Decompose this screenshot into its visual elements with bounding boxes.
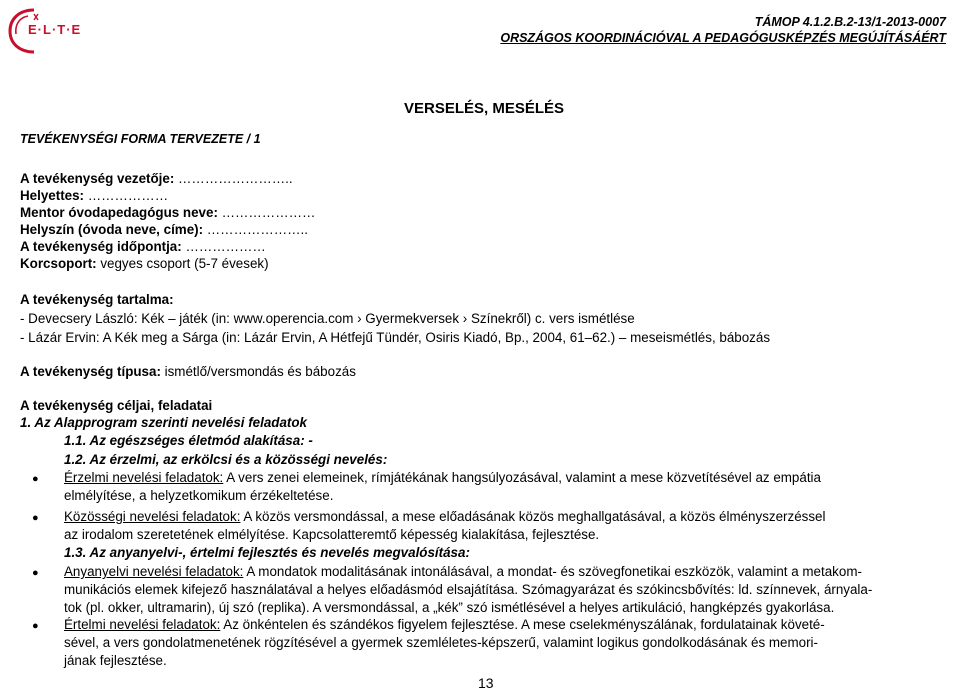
content-line-1: - Devecsery László: Kék – játék (in: www.operencia.com › Gyermekversek › Színekről) c. vers ismétlése [20, 311, 635, 326]
field-value: …………………….. [174, 171, 293, 186]
bullet-icon: ● [32, 567, 39, 579]
goal-1-1: 1.1. Az egészséges életmód alakítása: - [64, 433, 313, 448]
bullet-icon: ● [32, 620, 39, 632]
goal-1-2: 1.2. Az érzelmi, az erkölcsi és a közösségi nevelés: [64, 452, 388, 467]
field-label: A tevékenység időpontja: [20, 239, 182, 254]
content-line-2: - Lázár Ervin: A Kék meg a Sárga (in: Lázár Ervin, A Hétfejű Tündér, Osiris Kiadó, Bp., 2004, 61–62.) – meseismétlés, bábozás [20, 330, 771, 345]
type-value: ismétlő/versmondás és bábozás [160, 364, 356, 379]
activity-type [20, 364, 356, 379]
field-label: Mentor óvodapedagógus neve: [20, 205, 218, 220]
logo-text: E·L·T·E [28, 22, 82, 37]
list-item-line: tok (pl. okker, ultramarin), új szó (replika). A versmondással, a „kék” szó ismétlésével a helyes artikuláció, hangképzés gyakorlása. [64, 600, 835, 615]
list-item-line: munikációs elemek kifejező használatával a helyes előadásmód elsajátítása. Szómagyarázat és szókincsbővítés: ld. színnevek, árnyala- [64, 582, 873, 597]
item-label: Érzelmi nevelési feladatok: [64, 470, 224, 485]
item-label: Közösségi nevelési feladatok: [64, 509, 241, 524]
bullet-icon: ● [32, 512, 39, 524]
page-number: 13 [478, 675, 494, 691]
field-deputy [20, 188, 168, 203]
field-value: ………………… [217, 205, 316, 220]
field-value: vegyes csoport (5-7 évesek) [96, 256, 269, 271]
item-label: Értelmi nevelési feladatok: [64, 617, 221, 632]
item-text: A közös versmondással, a mese előadásának közös meghallgatásával, a közös élményszerzéssel [240, 509, 826, 524]
item-text: A mondatok modalitásának intonálásával, a mondat- és szövegfonetikai eszközök, valamint a metakom- [243, 564, 862, 579]
content-heading: A tevékenység tartalma: [20, 292, 174, 307]
field-label: Korcsoport: [20, 256, 97, 271]
list-item-line: az irodalom szeretetének elmélyítése. Kapcsolatteremtő képesség kialakítása, fejlesztése. [64, 527, 600, 542]
item-text: Az önkéntelen és szándékos figyelem fejlesztése. A mese cselekményszálának, fordulatainak követé- [220, 617, 825, 632]
field-label: Helyettes: [20, 188, 85, 203]
field-value: ……………… [84, 188, 169, 203]
page-subtitle: TEVÉKENYSÉGI FORMA TERVEZETE / 1 [20, 132, 261, 146]
list-item-language [64, 564, 862, 579]
goal-1: 1. Az Alapprogram szerinti nevelési feladatok [20, 415, 307, 430]
list-item-line: jának fejlesztése. [64, 653, 167, 668]
project-name: ORSZÁGOS KOORDINÁCIÓVAL A PEDAGÓGUSKÉPZÉS MEGÚJÍTÁSÁÉRT [500, 31, 946, 45]
field-location [20, 222, 308, 237]
field-value: ……………… [181, 239, 266, 254]
list-item-line: sével, a vers gondolatmenetének rögzítésével a gyermek szemléletes-képszerű, valamint logikus gondolkodásának és memori- [64, 635, 818, 650]
list-item-community [64, 509, 825, 524]
field-mentor [20, 205, 315, 220]
goal-1-3: 1.3. Az anyanyelvi-, értelmi fejlesztés és nevelés megvalósítása: [64, 545, 470, 560]
field-label: A tevékenység vezetője: [20, 171, 175, 186]
field-date [20, 239, 266, 254]
project-code: TÁMOP 4.1.2.B.2-13/1-2013-0007 [754, 15, 946, 29]
list-item-emotional [64, 470, 821, 485]
goals-heading: A tevékenység céljai, feladatai [20, 398, 213, 413]
item-text: A vers zenei elemeinek, rímjátékának hangsúlyozásával, valamint a mese közvetítésével az empátia [223, 470, 821, 485]
field-leader [20, 171, 293, 186]
type-label: A tevékenység típusa: [20, 364, 161, 379]
list-item-cognitive [64, 617, 825, 632]
field-label: Helyszín (óvoda neve, címe): [20, 222, 204, 237]
item-label: Anyanyelvi nevelési feladatok: [64, 564, 244, 579]
list-item-line: elmélyítése, a helyzetkomikum érzékeltetése. [64, 488, 334, 503]
field-age-group [20, 256, 269, 271]
page-title: VERSELÉS, MESÉLÉS [404, 100, 565, 117]
bullet-icon: ● [32, 473, 39, 485]
field-value: ………………….. [203, 222, 308, 237]
